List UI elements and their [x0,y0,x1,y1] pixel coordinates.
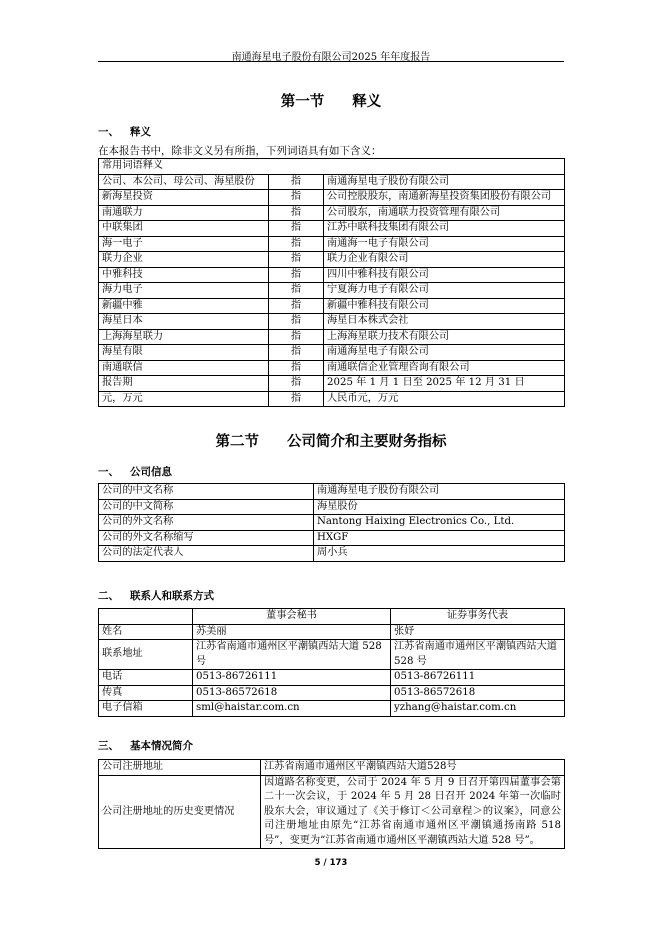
definition-term: 新海星投资 [99,190,269,206]
definitions-row [99,345,565,361]
contacts-row [99,624,565,640]
definition-meaning: 新疆中雅科技有限公司 [324,298,565,314]
definition-term: 报告期 [99,376,269,392]
definition-ref: 指 [269,360,324,376]
section2-title [98,430,564,451]
contacts-header-secretary: 董事会秘书 [193,609,391,625]
definition-meaning: 南通海星电子有限公司 [324,345,565,361]
company-info-row [99,530,565,546]
contact-rep-value: 江苏省南通市通州区平潮镇西站大道 528 号 [391,640,565,670]
definition-ref: 指 [269,174,324,190]
definition-term: 上海海星联力 [99,329,269,345]
company-info-value: 周小兵 [314,546,565,562]
definition-meaning: 海星日本株式会社 [324,314,565,330]
definitions-table-header-row [99,159,565,175]
company-info-row [99,484,565,500]
section2-title-text: 公司简介和主要财务指标 [287,434,447,450]
definition-term: 南通联信 [99,360,269,376]
company-info-value: 南通海星电子股份有限公司 [314,484,565,500]
definitions-row [99,236,565,252]
company-info-row [99,546,565,562]
definition-ref: 指 [269,314,324,330]
basic-info-heading-title: 基本情况简介 [130,740,193,752]
definitions-row [99,205,565,221]
definitions-table-header: 常用词语释义 [99,159,565,175]
definitions-row [99,221,565,237]
contacts-header-blank [99,609,193,625]
company-info-label: 公司的法定代表人 [99,546,314,562]
contact-secretary-value: 0513-86726111 [193,670,391,686]
company-info-label: 公司的中文简称 [99,499,314,515]
contacts-heading-title: 联系人和联系方式 [130,590,214,602]
definition-term: 海星日本 [99,314,269,330]
definition-meaning: 江苏中联科技集团有限公司 [324,221,565,237]
basic-info-table [98,759,565,849]
company-info-heading-title: 公司信息 [130,466,172,478]
definition-term: 海一电子 [99,236,269,252]
contacts-table-header-row [99,609,565,625]
header-rule [98,61,564,62]
definition-term: 新疆中雅 [99,298,269,314]
basic-info-heading [98,738,193,753]
definition-ref: 指 [269,298,324,314]
contacts-heading [98,588,214,603]
contact-rep-value: yzhang@haistar.com.cn [391,701,565,717]
definition-ref: 指 [269,283,324,299]
basic-info-row [99,760,565,776]
section1-number: 第一节 [280,94,325,110]
definition-ref: 指 [269,376,324,392]
definition-ref: 指 [269,236,324,252]
definitions-row [99,283,565,299]
contact-secretary-value: 0513-86572618 [193,685,391,701]
company-info-value: 海星股份 [314,499,565,515]
definitions-row [99,267,565,283]
basic-info-value: 江苏省南通市通州区平潮镇西站大道528号 [261,760,565,776]
definition-term: 海力电子 [99,283,269,299]
definitions-heading [98,124,151,139]
company-info-heading [98,464,172,479]
company-info-label: 公司的中文名称 [99,484,314,500]
contacts-row [99,685,565,701]
running-header: 南通海星电子股份有限公司2025 年年度报告 [231,52,431,63]
contacts-row [99,701,565,717]
company-info-value: HXGF [314,530,565,546]
contact-label: 姓名 [99,624,193,640]
section2-number: 第二节 [215,434,259,450]
contact-label: 电子信箱 [99,701,193,717]
contacts-row [99,670,565,686]
definition-meaning: 南通海一电子有限公司 [324,236,565,252]
definition-meaning: 上海海星联力技术有限公司 [324,329,565,345]
company-info-value: Nantong Haixing Electronics Co., Ltd. [314,515,565,531]
definition-ref: 指 [269,391,324,407]
definition-meaning: 公司股东，南通联力投资管理有限公司 [324,205,565,221]
contacts-heading-number: 二、 [98,590,119,602]
definition-meaning: 人民币元，万元 [324,391,565,407]
definition-ref: 指 [269,329,324,345]
definition-term: 海星有限 [99,345,269,361]
definition-ref: 指 [269,267,324,283]
company-info-label: 公司的外文名称缩写 [99,530,314,546]
basic-info-label: 公司注册地址 [99,760,261,776]
definition-ref: 指 [269,190,324,206]
contact-label: 电话 [99,670,193,686]
company-info-table [98,483,565,562]
contact-rep-value: 0513-86726111 [391,670,565,686]
contacts-table [98,608,565,717]
definition-meaning: 南通海星电子股份有限公司 [324,174,565,190]
definition-term: 中联集团 [99,221,269,237]
definitions-row [99,252,565,268]
definitions-row [99,391,565,407]
definition-ref: 指 [269,345,324,361]
contact-secretary-value: 苏美丽 [193,624,391,640]
definition-term: 中雅科技 [99,267,269,283]
definitions-row [99,329,565,345]
contacts-header-rep: 证券事务代表 [391,609,565,625]
definition-term: 联力企业 [99,252,269,268]
definitions-row [99,190,565,206]
contact-rep-value: 0513-86572618 [391,685,565,701]
definition-meaning: 南通联信企业管理咨询有限公司 [324,360,565,376]
definitions-intro: 在本报告书中，除非文义另有所指，下列词语具有如下含义： [98,145,382,157]
section1-title [98,90,564,111]
company-info-label: 公司的外文名称 [99,515,314,531]
contact-secretary-value: 江苏省南通市通州区平潮镇西站大道 528 号 [193,640,391,670]
definition-meaning: 公司控股股东，南通新海星投资集团股份有限公司 [324,190,565,206]
contact-label: 联系地址 [99,640,193,670]
contact-rep-value: 张妤 [391,624,565,640]
section1-title-text: 释义 [352,94,382,110]
basic-info-row [99,775,565,849]
basic-info-heading-number: 三、 [98,740,119,752]
definition-ref: 指 [269,252,324,268]
definition-meaning: 宁夏海力电子有限公司 [324,283,565,299]
definition-term: 元，万元 [99,391,269,407]
company-info-heading-number: 一、 [98,466,119,478]
contact-secretary-value: sml@haistar.com.cn [193,701,391,717]
definition-meaning: 2025 年 1 月 1 日至 2025 年 12 月 31 日 [324,376,565,392]
definitions-table [98,158,565,407]
definition-term: 公司、本公司、母公司、海星股份 [99,174,269,190]
company-info-row [99,499,565,515]
definition-meaning: 四川中雅科技有限公司 [324,267,565,283]
contacts-row [99,640,565,670]
definitions-row [99,360,565,376]
company-info-row [99,515,565,531]
page-number: 5 / 173 [314,858,348,868]
definition-ref: 指 [269,221,324,237]
definitions-heading-number: 一、 [98,126,119,138]
definitions-row [99,174,565,190]
definitions-row [99,376,565,392]
definitions-row [99,298,565,314]
basic-info-label: 公司注册地址的历史变更情况 [99,775,261,849]
basic-info-value: 因道路名称变更，公司于 2024 年 5 月 9 日召开第四届董事会第二十一次会议，于 2024 年 5 月 28 日召开 2024 年第一次临时股东大会，审议通过了《关于修订＜公司章程＞的议案》，同意公司注册地址由原先“江苏省南通市通州区平潮镇通扬南路 518 号”，变更为“江苏省南通市通州区平潮镇西站大道 528 号”。 [261,775,565,849]
definitions-heading-title: 释义 [130,126,151,138]
definition-ref: 指 [269,205,324,221]
definition-term: 南通联力 [99,205,269,221]
definitions-row [99,314,565,330]
contact-label: 传真 [99,685,193,701]
definition-meaning: 联力企业有限公司 [324,252,565,268]
